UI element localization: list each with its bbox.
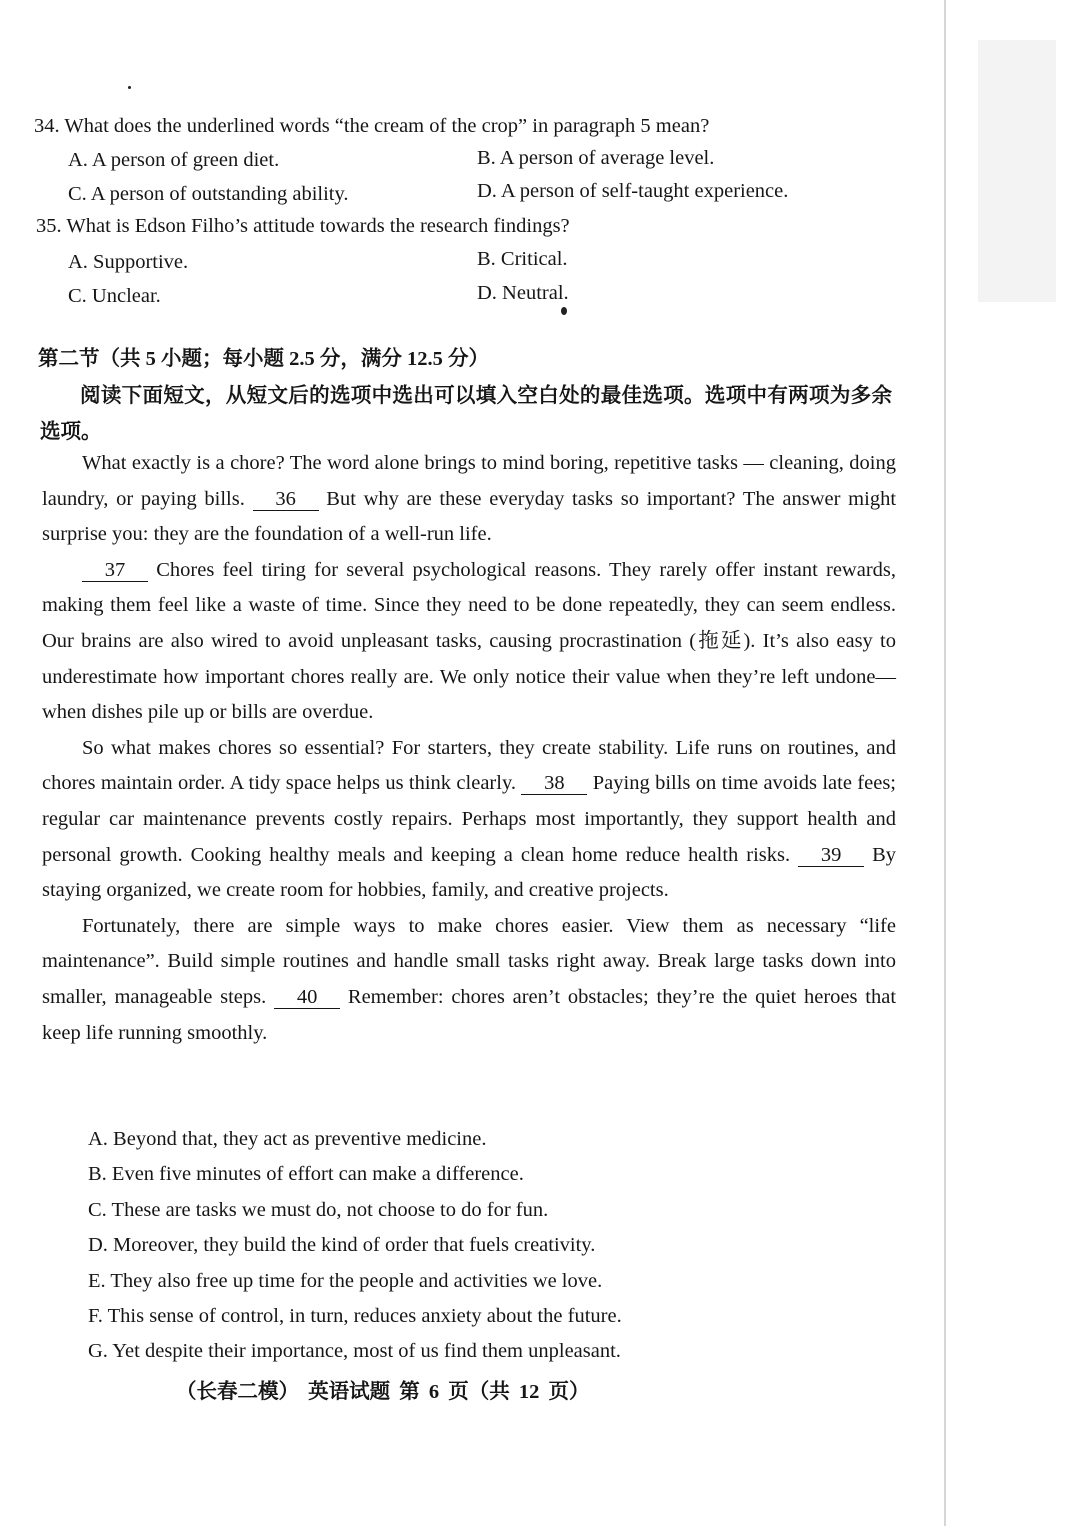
question-34-stem: 34. What does the underlined words “the cream of the crop” in paragraph 5 mean? <box>34 115 710 137</box>
scan-speck <box>561 307 567 315</box>
passage-text: What exactly is a chore? The word alone brings to mind boring, repetitive tasks — cleaning, doing laundry, or paying bills. <box>42 452 896 510</box>
passage-text: Chores feel tiring for several psychological reasons. They rarely offer instant rewards, making them feel like a waste of time. Since they need to be done repeatedly, they can seem endless. Our brains are also wired to avoid unpleasant tasks, causing procrastination (拖延). It’s also easy to underestimate how important chores really are. We only notice their value when they’re left undone—when dishes pile up or bills are overdue. <box>42 558 897 724</box>
blank-39: 39 <box>798 844 864 867</box>
passage-paragraph-3 <box>42 731 896 909</box>
passage-text: Remember: chores aren’t obstacles; they’re the quiet heroes that keep life running smoothly. <box>42 985 897 1044</box>
choice-c: C. These are tasks we must do, not choose to do for fun. <box>88 1198 549 1221</box>
question-35-option-b: B. Critical. <box>477 248 568 270</box>
question-34-option-d: D. A person of self-taught experience. <box>477 180 789 202</box>
question-35-option-d: D. Neutral. <box>477 282 569 304</box>
passage-paragraph-2 <box>42 553 896 731</box>
passage-text: Paying bills on time avoids late fees; regular car maintenance prevents costly repairs. Perhaps most importantly, they support health and personal growth. Cooking healthy meals and keeping a clean home reduce health risks. <box>42 772 896 866</box>
question-35-stem: 35. What is Edson Filho’s attitude towards the research findings? <box>36 215 570 237</box>
passage-text: But why are these everyday tasks so important? The answer might surprise you: they are the foundation of a well-run life. <box>42 487 897 546</box>
question-34-option-c: C. A person of outstanding ability. <box>68 183 349 205</box>
choice-g: G. Yet despite their importance, most of us find them unpleasant. <box>88 1340 621 1363</box>
question-34-option-b: B. A person of average level. <box>477 147 715 169</box>
passage-text: Fortunately, there are simple ways to make chores easier. View them as necessary “life maintenance”. Build simple routines and handle small tasks right away. Break large tasks down into smaller, manageable steps. <box>42 914 896 1008</box>
choice-d: D. Moreover, they build the kind of order that fuels creativity. <box>88 1234 596 1257</box>
cloze-passage <box>42 446 896 1051</box>
question-34-option-a: A. A person of green diet. <box>68 149 280 171</box>
scan-edge-shade <box>978 40 1056 302</box>
passage-paragraph-1 <box>42 446 896 553</box>
passage-paragraph-4 <box>42 909 896 1051</box>
section-title: 第二节（共 5 小题；每小题 2.5 分，满分 12.5 分） <box>38 348 489 370</box>
choice-e: E. They also free up time for the people and activities we love. <box>88 1269 603 1292</box>
choice-list <box>88 1122 622 1370</box>
choice-f: F. This sense of control, in turn, reduces anxiety about the future. <box>88 1305 622 1328</box>
blank-40: 40 <box>274 986 340 1009</box>
blank-37: 37 <box>82 559 148 582</box>
question-35-option-c: C. Unclear. <box>68 285 161 307</box>
scan-speck <box>128 86 131 89</box>
choice-a: A. Beyond that, they act as preventive medicine. <box>88 1128 487 1150</box>
passage-text: By staying organized, we create room for hobbies, family, and creative projects. <box>42 843 897 902</box>
blank-38: 38 <box>521 772 587 795</box>
page-footer: （长春二模） 英语试题 第 6 页（共 12 页） <box>176 1381 590 1403</box>
scan-edge-line <box>944 0 946 1526</box>
question-35-option-a: A. Supportive. <box>68 251 189 273</box>
passage-text: So what makes chores so essential? For starters, they create stability. Life runs on routines, and chores maintain order. A tidy space helps us think clearly. <box>42 736 896 795</box>
choice-b: B. Even five minutes of effort can make a difference. <box>88 1163 524 1186</box>
section-instructions: 阅读下面短文，从短文后的选项中选出可以填入空白处的最佳选项。选项中有两项为多余选项。 <box>40 385 892 443</box>
blank-36: 36 <box>253 488 319 511</box>
